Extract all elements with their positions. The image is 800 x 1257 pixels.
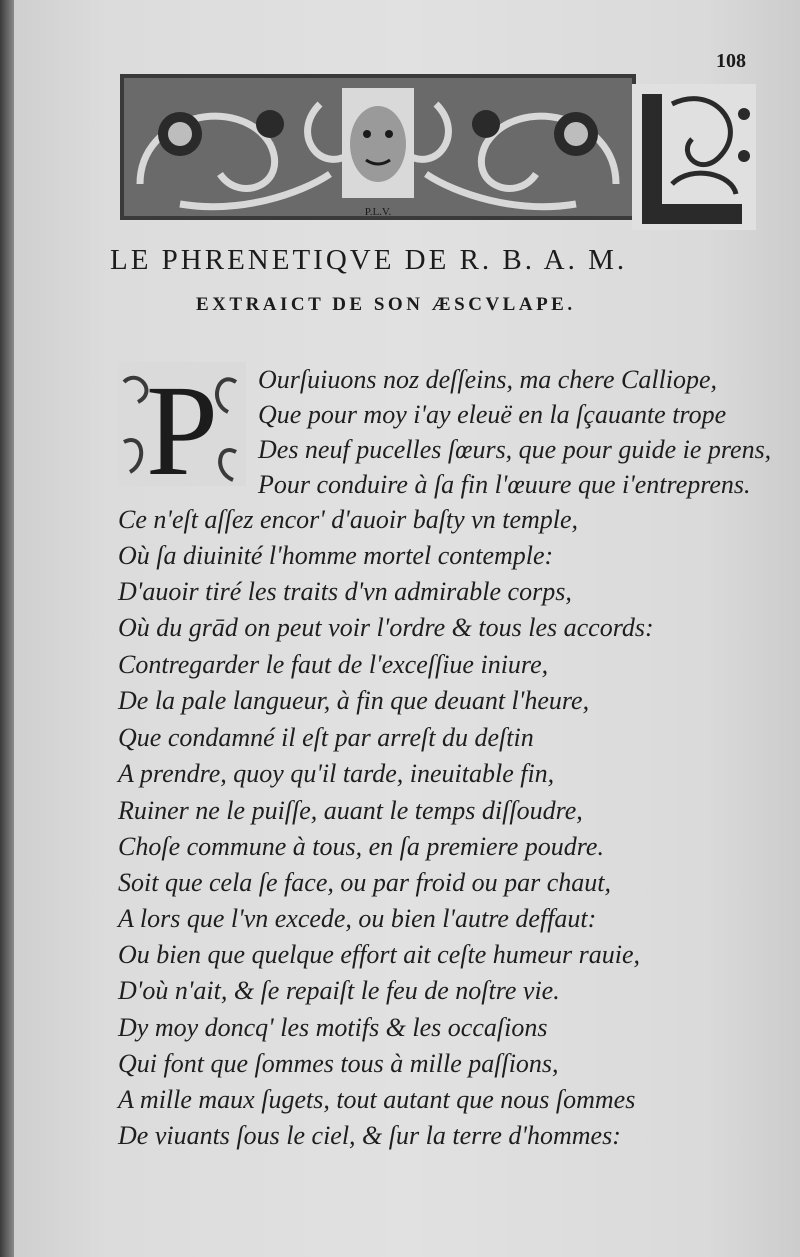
poem-title: LE PHRENETIQVE DE R. B. A. M. [110, 244, 628, 276]
verse-line: D'où n'ait, & ſe repaiſt le feu de noſtre vie. [118, 976, 560, 1005]
verse-line: Des neuf pucelles ſœurs, que pour guide ie prens, [258, 435, 772, 464]
headpiece-monogram: P.L.V. [364, 206, 392, 218]
verse-line: Ou bien que quelque effort ait ceſte humeur rauie, [118, 940, 641, 969]
verse-line: Soit que cela ſe face, ou par froid ou par chaut, [118, 868, 611, 897]
verse-line: Contregarder le faut de l'exceſſiue iniure, [118, 650, 549, 679]
verse-line: Qui font que ſommes tous à mille paſſions, [118, 1049, 559, 1078]
verse-line: D'auoir tiré les traits d'vn admirable corps, [118, 577, 572, 606]
ornamental-headpiece [120, 74, 636, 220]
verse-line: Choſe commune à tous, en ſa premiere poudre. [118, 832, 604, 861]
poem-subtitle: EXTRAICT DE SON ÆSCVLAPE. [196, 294, 576, 315]
drop-cap [118, 362, 246, 486]
verse-line: Pour conduire à ſa fin l'œuure que i'entreprens. [258, 470, 751, 499]
verse-line: Que pour moy i'ay eleuë en la ſçauante trope [258, 400, 727, 429]
verse-line: Ourſuiuons noz deſſeins, ma chere Calliope, [258, 365, 718, 394]
verse-line: Ce n'eſt aſſez encor' d'auoir baſty vn temple, [118, 505, 579, 534]
verse-line: Ruiner ne le puiſſe, auant le temps diſſoudre, [118, 796, 583, 825]
verse-line: Que condamné il eſt par arreſt du deſtin [118, 723, 534, 752]
verse-line: Où du grād on peut voir l'ordre & tous les accords: [118, 613, 654, 642]
page-number: 108 [716, 50, 746, 72]
verse-line: De viuants ſous le ciel, & ſur la terre d'hommes: [118, 1121, 621, 1150]
verse-line: A mille maux ſugets, tout autant que nous ſommes [118, 1085, 636, 1114]
page-edge [0, 0, 14, 1257]
verse-line: De la pale langueur, à fin que deuant l'heure, [118, 686, 590, 715]
verse-line: A prendre, quoy qu'il tarde, ineuitable fin, [118, 759, 555, 788]
ornamental-initial-L [632, 84, 756, 230]
drop-cap-letter: P [145, 362, 219, 486]
verse-line: Où ſa diuinité l'homme mortel contemple: [118, 541, 554, 570]
verse-line: A lors que l'vn excede, ou bien l'autre deffaut: [118, 904, 597, 933]
verse-line: Dy moy doncq' les motifs & les occaſions [118, 1013, 548, 1042]
